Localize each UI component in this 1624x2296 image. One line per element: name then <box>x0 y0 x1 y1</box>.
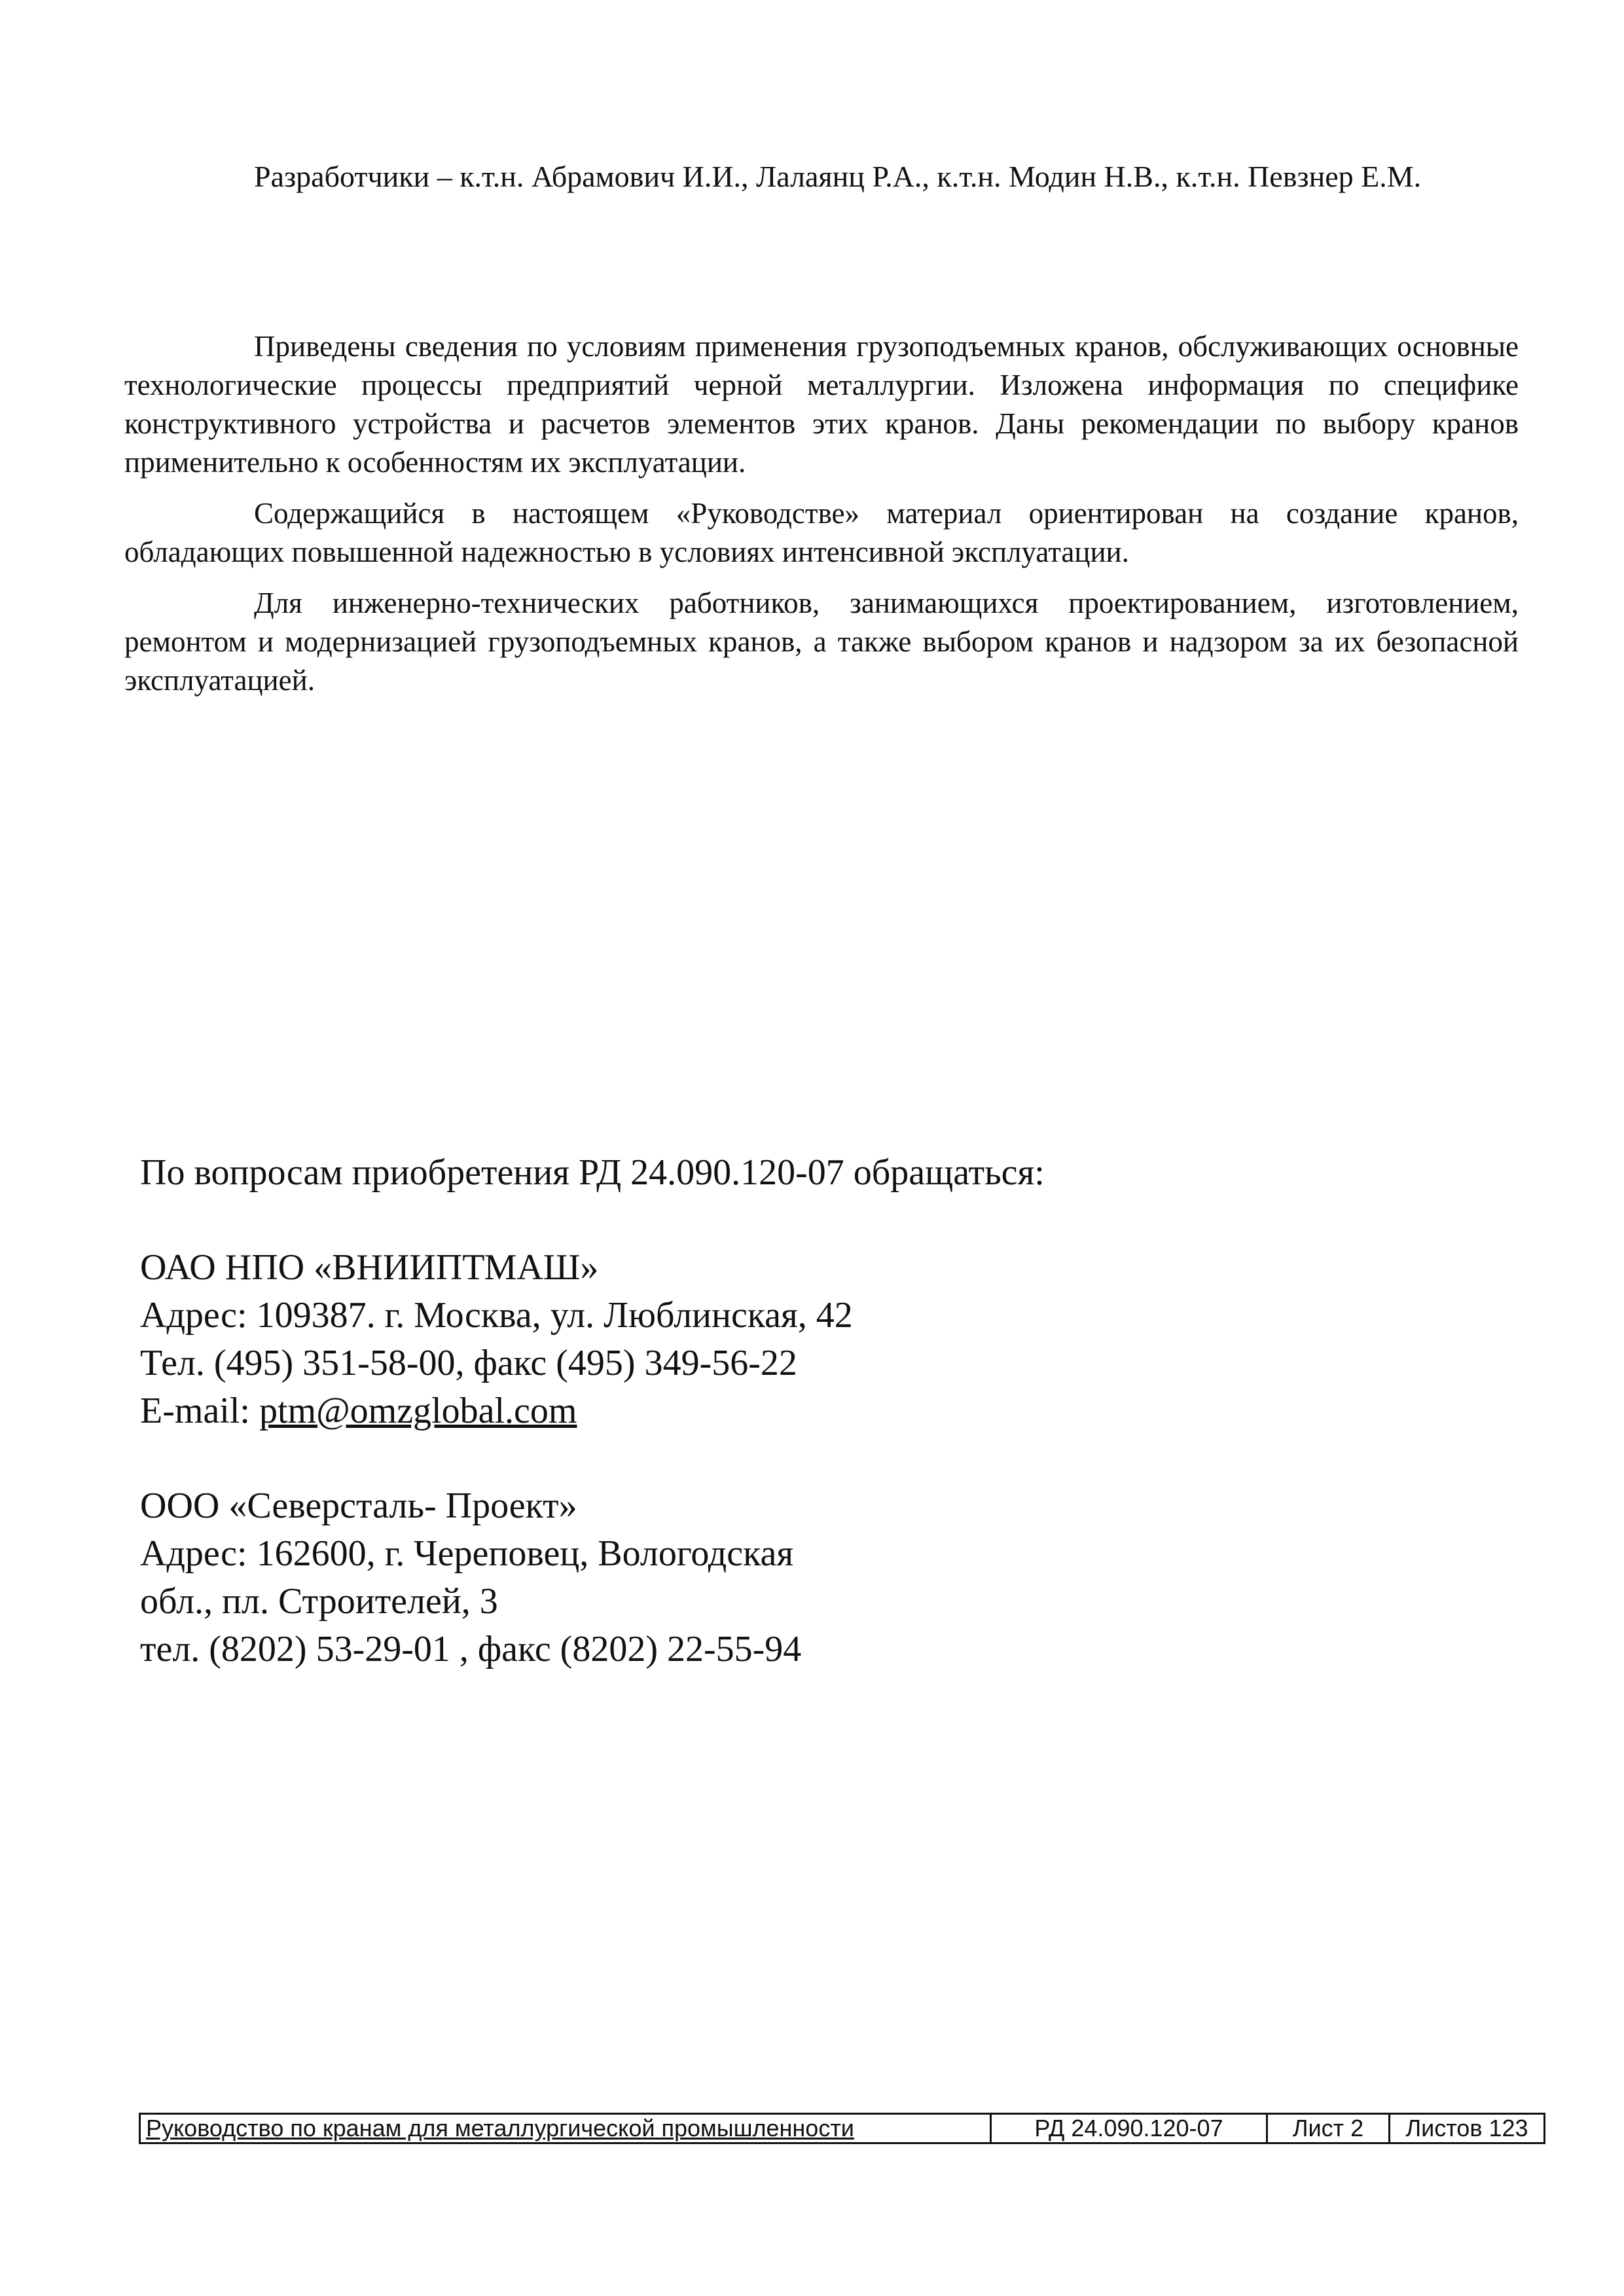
annotation-paragraph-2: Содержащийся в настоящем «Руководстве» материал ориентирован на создание кранов, обладающих повышенной надежностью в условиях интенсивной эксплуатации. <box>124 497 1519 568</box>
email-label: E-mail: <box>140 1391 259 1431</box>
org2-phone: тел. (8202) 53-29-01 , факс (8202) 22-55-94 <box>140 1629 802 1669</box>
org2-address-line1: Адрес: 162600, г. Череповец, Вологодская <box>140 1533 794 1574</box>
annotation-paragraph-1: Приведены сведения по условиям применения грузоподъемных кранов, обслуживающих основные технологические процессы предприятий черной металлургии. Изложена информация по специфике конструктивного устройства и расчетов элементов этих кранов. Даны рекомендации по выбору кранов применительно к особенностям их эксплуатации. <box>124 330 1519 479</box>
footer-code: РД 24.090.120-07 <box>992 2115 1268 2142</box>
org2-address-line2: обл., пл. Строителей, 3 <box>140 1581 498 1622</box>
org2-name: ООО «Северсталь- Проект» <box>140 1485 577 1526</box>
org-vniiptmash <box>140 1244 1318 1435</box>
org1-phone: Тел. (495) 351-58-00, факс (495) 349-56-22 <box>140 1343 797 1383</box>
org1-address: Адрес: 109387. г. Москва, ул. Люблинская, 42 <box>140 1295 853 1336</box>
footer-sheet: Лист 2 <box>1268 2115 1390 2142</box>
org-severstal-proekt <box>140 1482 1318 1673</box>
email-link[interactable]: ptm@omzglobal.com <box>259 1391 577 1431</box>
annotation-block <box>124 327 1519 712</box>
footer-stamp <box>139 2113 1545 2144</box>
contacts-heading: По вопросам приобретения РД 24.090.120-07 обращаться: <box>140 1152 1045 1193</box>
developers-line: Разработчики – к.т.н. Абрамович И.И., Лалаянц Р.А., к.т.н. Модин Н.В., к.т.н. Певзнер Е.М. <box>254 160 1422 193</box>
annotation-paragraph-3: Для инженерно-технических работников, занимающихся проектированием, изготовлением, ремонтом и модернизацией грузоподъемных кранов, а также выбором кранов и надзором за их безопасной эксплуатацией. <box>124 587 1519 697</box>
footer-sheets-total: Листов 123 <box>1405 2115 1528 2141</box>
org1-name: ОАО НПО «ВНИИПТМАШ» <box>140 1247 599 1288</box>
footer-title: Руководство по кранам для металлургической промышленности <box>141 2115 992 2142</box>
org1-email-line <box>140 1387 1318 1435</box>
contacts-block <box>140 1149 1318 1721</box>
